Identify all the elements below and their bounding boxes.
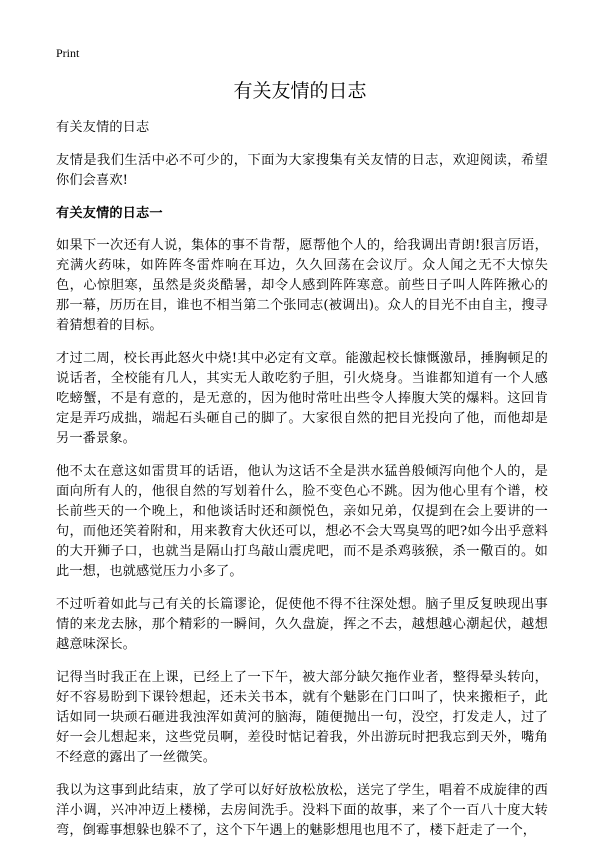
page-title: 有关友情的日志	[233, 80, 367, 102]
article-intro: 友情是我们生活中必不可少的，下面为大家搜集有关友情的日志，欢迎阅读，希望你们会喜欢!	[56, 153, 548, 188]
article-subtitle: 有关友情的日志	[56, 120, 150, 135]
paragraph-5: 记得当时我正在上课，已经上了一下午，被大部分缺欠拖作业者，整得晕头转向，好不容易盼到下课铃想起，还未关书本，就有个魅影在门口叫了，快来搬柜子，此话如同一块顽石砸进我浊浑如黄河的脑海，随便抛出一句，没空，打发走人，过了好一会儿想起来，这些党员啊，差役时惦记着我，外出游玩时把我忘到天外，嘴角不经意的露出了一丝微笑。	[56, 670, 548, 765]
print-link[interactable]: Print	[56, 46, 80, 60]
paragraph-1: 如果下一次还有人说，集体的事不肯帮，愿帮他个人的，给我调出青朗!狠言厉语，充满火药味，如阵阵冬雷炸响在耳边，久久回荡在会议厅。众人闻之无不大惊失色，心惊胆寒，虽然是炎炎酷暑，却令人感到阵阵寒意。前些日子叫人阵阵揪心的那一幕，历历在目，谁也不相当第二个张同志(被调出)。众人的目光不由自主，搜寻着猜想着的目标。	[56, 238, 548, 333]
paragraph-4: 不过听着如此与己有关的长篇谬论，促使他不得不往深处想。脑子里反复映现出事情的来龙去脉，那个精彩的一瞬间，久久盘旋，挥之不去，越想越心潮起伏，越想越意味深长。	[56, 597, 548, 652]
paragraph-6: 我以为这事到此结束，放了学可以好好放松放松，送完了学生，唱着不成旋律的西洋小调，兴冲冲迈上楼梯，去房间洗手。没料下面的故事，来了个一百八十度大转弯，倒霉事想躲也躲不了，这个下午遇上的魅影想甩也甩不了，楼下赶走了一个，	[56, 783, 548, 838]
paragraph-3: 他不太在意这如雷贯耳的话语，他认为这话不全是洪水猛兽般倾泻向他个人的，是面向所有人的，他很自然的写划着什么，脸不变色心不跳。因为他心里有个谱，校长前些天的一个晚上，和他谈话时还和颜悦色，亲如兄弟，仅提到在会上要讲的一句，而他还笑着附和，用来教育大伙还可以，想必不会大骂臭骂的吧?如今出乎意料的大开狮子口，也就当是隔山打鸟敲山震虎吧，而不是杀鸡骇猴，杀一儆百的。如此一想，也就感觉压力小多了。	[56, 464, 548, 579]
section-heading: 有关友情的日志一	[56, 206, 163, 221]
article-body	[56, 118, 548, 854]
paragraph-2: 才过二周，校长再此怒火中烧!其中必定有文章。能激起校长慷慨激昂，捶胸顿足的说话者，全校能有几人，其实无人敢吃豹子胆，引火烧身。当谁都知道有一个人感吃螃蟹，不是有意的，是无意的，因为他时常吐出些令人捧腹大笑的爆料。这回肯定是弄巧成拙，端起石头砸自己的脚了。大家很自然的把目光投向了他，而他却是另一番景象。	[56, 351, 548, 446]
